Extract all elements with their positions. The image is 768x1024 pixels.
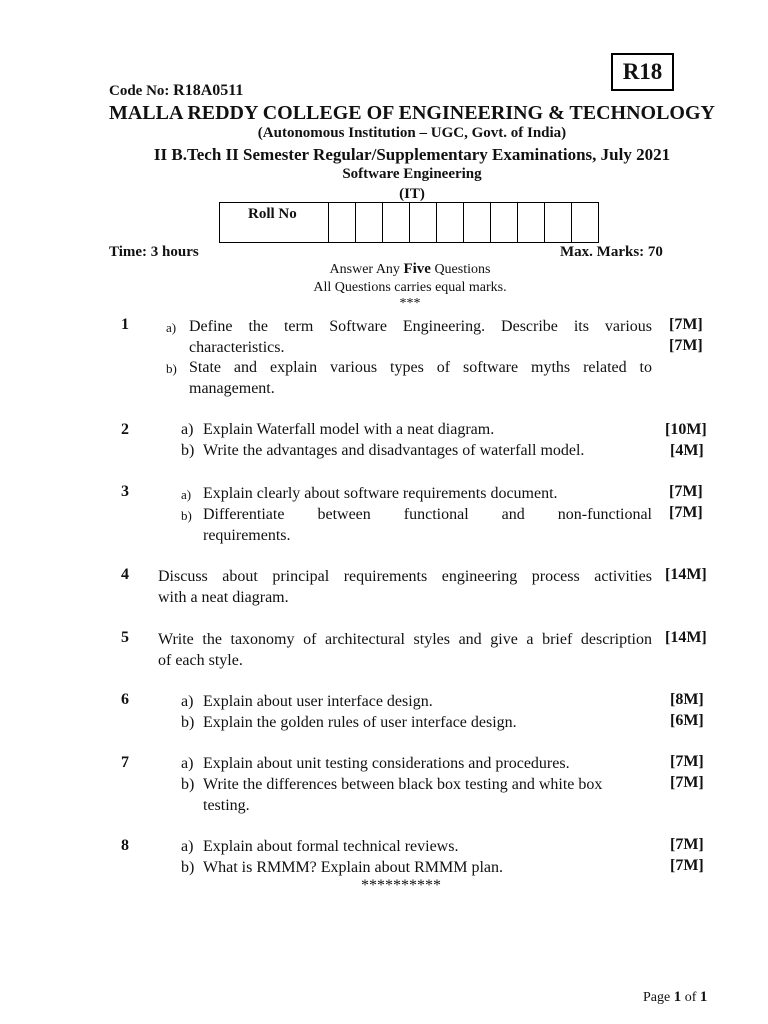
branch-name: (IT) bbox=[399, 186, 425, 202]
instruction-post: Questions bbox=[430, 262, 491, 277]
question-text: Explain about user interface design. bbox=[203, 693, 433, 710]
separator-stars: *** bbox=[399, 296, 421, 311]
question-text: Explain Waterfall model with a neat diagram. bbox=[203, 421, 495, 438]
roll-cell[interactable] bbox=[410, 203, 437, 243]
part-label: a) bbox=[181, 421, 194, 438]
marks: [14M] bbox=[665, 629, 707, 646]
question-text-continued: with a neat diagram. bbox=[158, 589, 289, 606]
code-value: R18A0511 bbox=[173, 82, 244, 99]
code-label: Code No: bbox=[109, 83, 170, 99]
part-label: b) bbox=[181, 776, 195, 793]
page-number: 1 bbox=[673, 989, 682, 1005]
end-stars: ********** bbox=[361, 877, 441, 894]
marks: [7M] bbox=[670, 836, 704, 853]
roll-cell[interactable] bbox=[464, 203, 491, 243]
question-number: 7 bbox=[121, 754, 129, 771]
roll-cell[interactable] bbox=[491, 203, 518, 243]
question-number: 3 bbox=[121, 483, 129, 500]
marks: [7M] bbox=[670, 753, 704, 770]
question-number: 8 bbox=[121, 837, 129, 854]
question-text: State and explain various types of software myths related to bbox=[189, 359, 652, 376]
page-total: 1 bbox=[699, 989, 708, 1005]
question-text: What is RMMM? Explain about RMMM plan. bbox=[203, 859, 503, 876]
roll-cell[interactable] bbox=[329, 203, 356, 243]
exam-title: II B.Tech II Semester Regular/Supplementary Examinations, July 2021 bbox=[153, 145, 671, 164]
question-text: Explain the golden rules of user interface design. bbox=[203, 714, 517, 731]
part-label: b) bbox=[181, 714, 195, 731]
question-text: Write the differences between black box testing and white box bbox=[203, 776, 603, 793]
part-label: a) bbox=[166, 320, 177, 335]
instruction-count: Five bbox=[403, 261, 431, 277]
roll-cell[interactable] bbox=[518, 203, 545, 243]
question-text-continued: management. bbox=[189, 380, 275, 397]
marks: [7M] bbox=[669, 504, 703, 521]
marks: [7M] bbox=[669, 337, 703, 354]
roll-cell[interactable] bbox=[356, 203, 383, 243]
part-label: a) bbox=[181, 755, 194, 772]
question-number: 1 bbox=[121, 316, 129, 333]
question-text-continued: requirements. bbox=[203, 527, 291, 544]
roll-cell[interactable] bbox=[437, 203, 464, 243]
question-text: Define the term Software Engineering. Describe its various bbox=[189, 318, 652, 335]
roll-cell[interactable] bbox=[545, 203, 572, 243]
marks: [10M] bbox=[665, 421, 707, 438]
part-label: b) bbox=[166, 361, 177, 376]
question-text-continued: characteristics. bbox=[189, 339, 285, 356]
question-text: Explain clearly about software requirements document. bbox=[203, 485, 558, 502]
marks: [4M] bbox=[670, 442, 704, 459]
question-number: 4 bbox=[121, 566, 129, 583]
instruction-equal-marks: All Questions carries equal marks. bbox=[313, 280, 507, 295]
code-number bbox=[109, 82, 243, 100]
marks: [7M] bbox=[670, 774, 704, 791]
exam-duration: Time: 3 hours bbox=[109, 244, 199, 260]
page-word: Page bbox=[643, 990, 671, 1005]
roll-cell[interactable] bbox=[572, 203, 599, 243]
question-number: 2 bbox=[121, 421, 129, 438]
question-text-continued: testing. bbox=[203, 797, 250, 814]
part-label: a) bbox=[181, 487, 192, 502]
question-text: Explain about formal technical reviews. bbox=[203, 838, 459, 855]
question-text: Explain about unit testing considerations and procedures. bbox=[203, 755, 570, 772]
marks: [7M] bbox=[670, 857, 704, 874]
roll-cell[interactable] bbox=[383, 203, 410, 243]
page-footer bbox=[643, 989, 707, 1006]
marks: [7M] bbox=[669, 316, 703, 333]
question-text: Write the advantages and disadvantages of waterfall model. bbox=[203, 442, 585, 459]
marks: [14M] bbox=[665, 566, 707, 583]
marks: [7M] bbox=[669, 483, 703, 500]
subject-name: Software Engineering bbox=[342, 166, 482, 182]
roll-label: Roll No bbox=[220, 203, 329, 243]
autonomous-line: (Autonomous Institution – UGC, Govt. of India) bbox=[257, 125, 567, 141]
question-text-continued: of each style. bbox=[158, 652, 243, 669]
question-text: Discuss about principal requirements engineering process activities bbox=[158, 568, 652, 585]
question-number: 6 bbox=[121, 691, 129, 708]
regulation-badge: R18 bbox=[611, 53, 674, 91]
part-label: a) bbox=[181, 838, 194, 855]
marks: [6M] bbox=[670, 712, 704, 729]
question-text: Write the taxonomy of architectural styles and give a brief description bbox=[158, 631, 652, 648]
college-name: MALLA REDDY COLLEGE OF ENGINEERING & TECHNOLOGY bbox=[108, 102, 715, 124]
max-marks: Max. Marks: 70 bbox=[560, 244, 663, 260]
question-text: Differentiate between functional and non-functional bbox=[203, 506, 652, 523]
of-word: of bbox=[684, 990, 697, 1005]
part-label: b) bbox=[181, 859, 195, 876]
marks: [8M] bbox=[670, 691, 704, 708]
instruction-answer-any bbox=[0, 261, 768, 278]
roll-number-table bbox=[219, 202, 599, 243]
part-label: b) bbox=[181, 508, 192, 523]
instruction-pre: Answer Any bbox=[329, 262, 404, 277]
question-number: 5 bbox=[121, 629, 129, 646]
part-label: b) bbox=[181, 442, 195, 459]
part-label: a) bbox=[181, 693, 194, 710]
